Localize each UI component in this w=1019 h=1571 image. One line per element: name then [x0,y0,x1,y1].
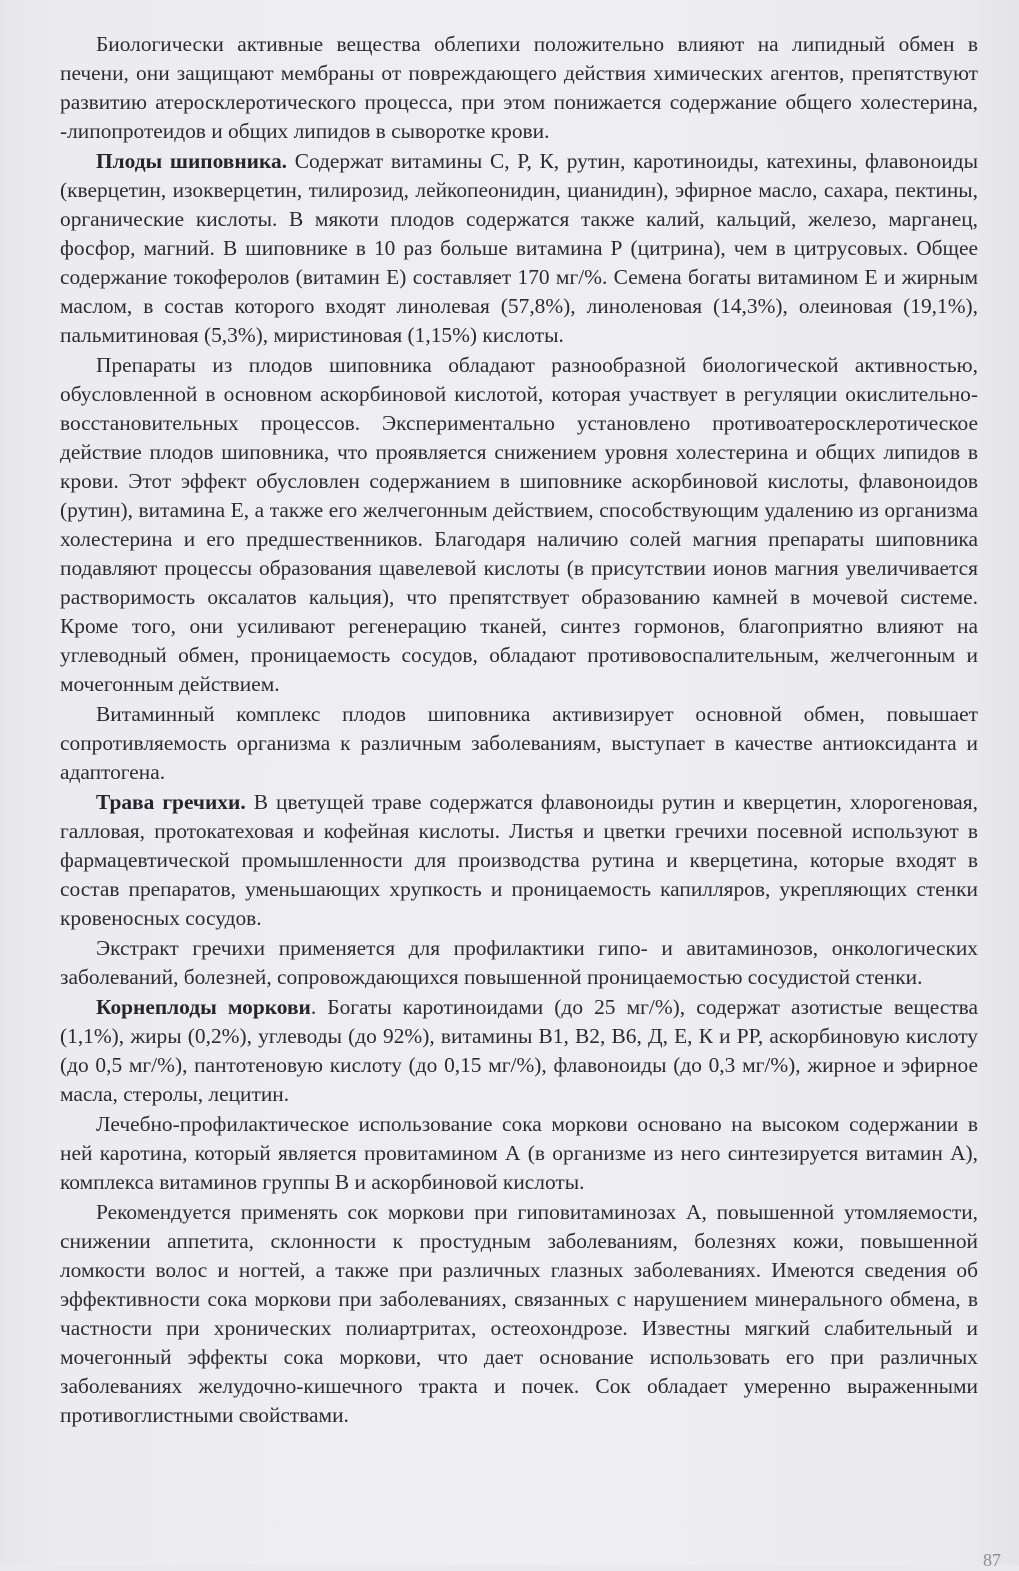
paragraph-text: Препараты из плодов шиповника обладают разнообразной биологической активностью, обусловленной в основном аскорбиновой кислотой, которая участвует в регуляции окислительно-восстановительных процессов. Экспериментально установлено противоатеросклеротическое действие плодов шиповника, что проявляется снижением уровня холестерина и общих липидов в крови. Этот эффект обусловлен содержанием в шиповнике аскорбиновой кислоты, флавоноидов (рутин), витамина Е, а также его желчегонным действием, способствующим удалению из организма холестерина и его предшественников. Благодаря наличию солей магния препараты шиповника подавляют процессы образования щавелевой кислоты (в присутствии ионов магния увеличивается растворимость оксалатов кальция), что препятствует образованию камней в мочевой системе. Кроме того, они усиливают регенерацию тканей, синтез гормонов, благоприятно влияют на углеводный обмен, проницаемость сосудов, обладают противовоспалительным, желчегонным и мочегонным действием. [60,353,978,696]
page-number: 87 [983,1550,1001,1570]
paragraph-buckwheat-extract [60,934,978,992]
paragraph-sea-buckthorn-effects [60,30,978,146]
paragraph-buckwheat-herb [60,788,978,933]
paragraph-carrot-juice-basis [60,1110,978,1197]
paragraph-carrot-composition [60,993,978,1109]
section-heading-carrot: Корнеплоды моркови [96,995,311,1019]
paragraph-text: Экстракт гречихи применяется для профилактики гипо- и авитаминозов, онкологических заболеваний, болезней, сопровождающихся повышенной проницаемостью сосудистой стенки. [60,936,978,989]
paragraph-text: Биологически активные вещества облепихи положительно влияют на липидный обмен в печени, они защищают мембраны от повреждающего действия химических агентов, препятствуют развитию атеросклеротического процесса, при этом понижается содержание общего холестерина, -липопротеидов и общих липидов в сыворотке крови. [60,32,978,143]
body-text [60,30,978,1431]
paragraph-text: Рекомендуется применять сок моркови при гиповитаминозах А, повышенной утомляемости, снижении аппетита, склонности к простудным заболеваниям, болезнях кожи, повышенной ломкости волос и ногтей, а также при различных глазных заболеваниях. Имеются сведения об эффективности сока моркови при заболеваниях, связанных с нарушением минерального обмена, в частности при хронических полиартритах, остеохондрозе. Известны мягкий слабительный и мочегонный эффекты сока моркови, что дает основание использовать его при различных заболеваниях желудочно-кишечного тракта и почек. Сок обладает умеренно выраженными противоглистными свойствами. [60,1200,978,1427]
section-heading-rosehip: Плоды шиповника. [96,149,288,173]
paragraph-rosehip-vitamins [60,700,978,787]
paragraph-rosehip-composition [60,147,978,350]
paragraph-text: Витаминный комплекс плодов шиповника активизирует основной обмен, повышает сопротивляемость организма к различным заболеваниям, выступает в качестве антиоксиданта и адаптогена. [60,702,978,784]
section-heading-buckwheat: Трава гречихи. [96,790,246,814]
paragraph-rosehip-preparations [60,351,978,699]
paragraph-carrot-juice-use [60,1198,978,1430]
paragraph-text: . Богаты каротиноидами (до 25 мг/%), содержат азотистые вещества (1,1%), жиры (0,2%), углеводы (до 92%), витамины В1, В2, В6, Д, Е, К и РР, аскорбиновую кислоту (до 0,5 мг/%), пантотеновую кислоту (до 0,15 мг/%), флавоноиды (до 0,3 мг/%), жирное и эфирное масла, стеролы, лецитин. [60,995,978,1106]
paragraph-text: В цветущей траве содержатся флавоноиды рутин и кверцетин, хлорогеновая, галловая, протокатеховая и кофейная кислоты. Листья и цветки гречихи посевной используют в фармацевтической промышленности для производства рутина и кверцетина, которые входят в состав препаратов, уменьшающих хрупкость и проницаемость капилляров, укрепляющих стенки кровеносных сосудов. [60,790,978,930]
paragraph-text: Содержат витамины С, Р, К, рутин, каротиноиды, катехины, флавоноиды (кверцетин, изокверцетин, тилирозид, лейкопеонидин, цианидин), эфирное масло, сахара, пектины, органические кислоты. В мякоти плодов содержатся также калий, кальций, железо, марганец, фосфор, магний. В шиповнике в 10 раз больше витамина Р (цитрина), чем в цитрусовых. Общее содержание токоферолов (витамин Е) составляет 170 мг/%. Семена богаты витамином Е и жирным маслом, в состав которого входят линолевая (57,8%), линоленовая (14,3%), олеиновая (19,1%), пальмитиновая (5,3%), миристиновая (1,15%) кислоты. [60,149,978,347]
paragraph-text: Лечебно-профилактическое использование сока моркови основано на высоком содержании в ней каротина, который является провитамином А (в организме из него синтезируется витамин А), комплекса витаминов группы В и аскорбиновой кислоты. [60,1112,978,1194]
